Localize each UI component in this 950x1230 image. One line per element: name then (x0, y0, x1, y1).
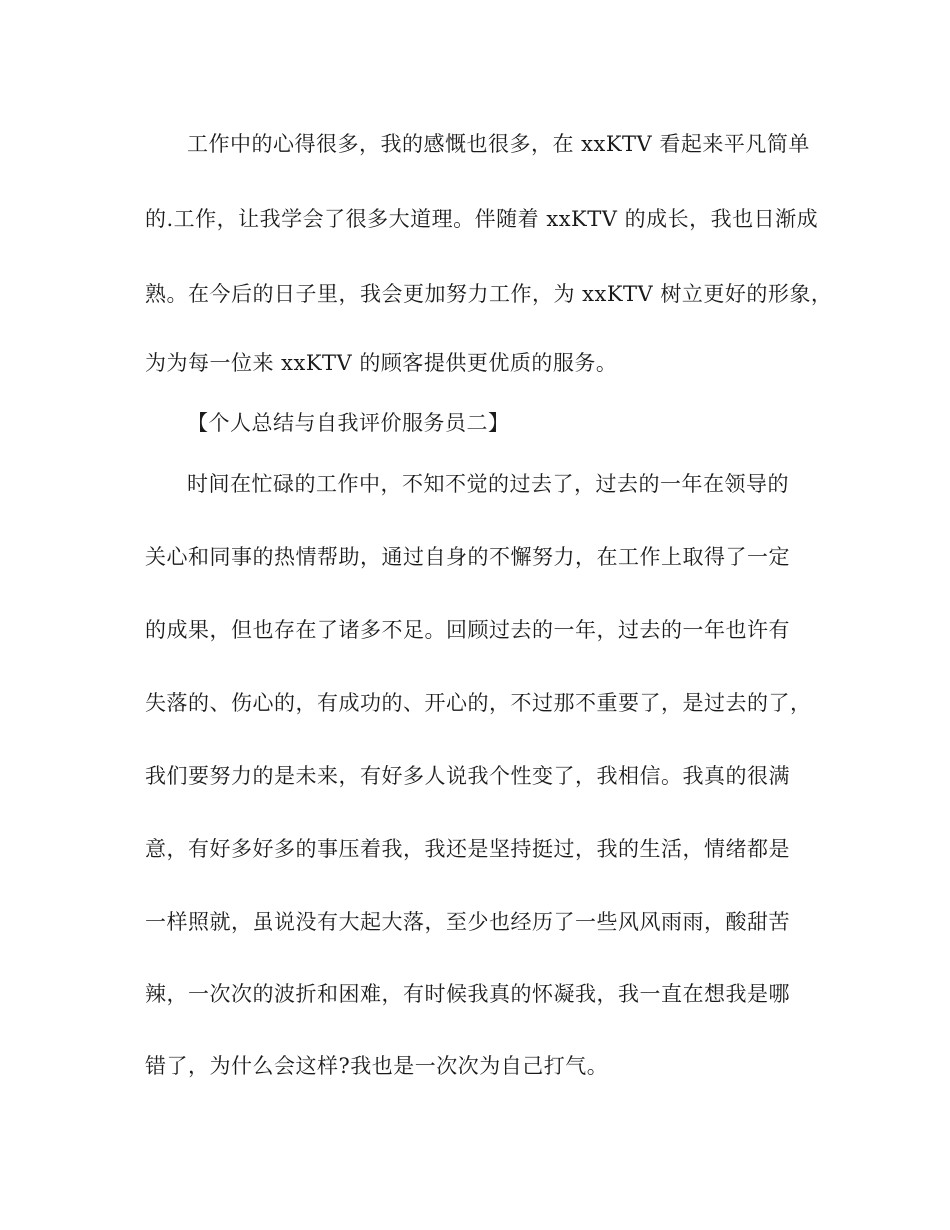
paragraph-2-line-3: 的成果，但也存在了诸多不足。回顾过去的一年，过去的一年也许有 (145, 618, 790, 642)
paragraph-2-line-1: 时间在忙碌的工作中，不知不觉的过去了，过去的一年在领导的 (187, 472, 789, 496)
paragraph-1-line-1: 工作中的心得很多，我的感慨也很多，在 xxKTV 看起来平凡简单 (187, 132, 810, 156)
paragraph-2-line-7: 一样照就，虽说没有大起大落，至少也经历了一些风风雨雨，酸甜苦 (145, 910, 790, 934)
paragraph-2-line-8: 辣，一次次的波折和困难，有时候我真的怀凝我，我一直在想我是哪 (145, 982, 790, 1006)
paragraph-2-line-4: 失落的、伤心的，有成功的、开心的，不过那不重要了，是过去的了， (145, 691, 812, 715)
paragraph-2-line-2: 关心和同事的热情帮助，通过自身的不懈努力，在工作上取得了一定 (145, 545, 790, 569)
paragraph-2-line-6: 意，有好多好多的事压着我，我还是坚持挺过，我的生活，情绪都是 (145, 837, 790, 861)
paragraph-1-line-3: 熟。在今后的日子里，我会更加努力工作，为 xxKTV 树立更好的形象， (145, 282, 833, 306)
paragraph-1-line-2: 的.工作，让我学会了很多大道理。伴随着 xxKTV 的成长，我也日渐成 (145, 207, 819, 231)
section-heading: 【个人总结与自我评价服务员二】 (187, 411, 510, 435)
paragraph-2-line-9: 错了，为什么会这样?我也是一次次为自己打气。 (145, 1054, 609, 1078)
paragraph-2-line-5: 我们要努力的是未来，有好多人说我个性变了，我相信。我真的很满 (145, 764, 790, 788)
paragraph-1-line-4: 为为每一位来 xxKTV 的顾客提供更优质的服务。 (145, 351, 618, 375)
